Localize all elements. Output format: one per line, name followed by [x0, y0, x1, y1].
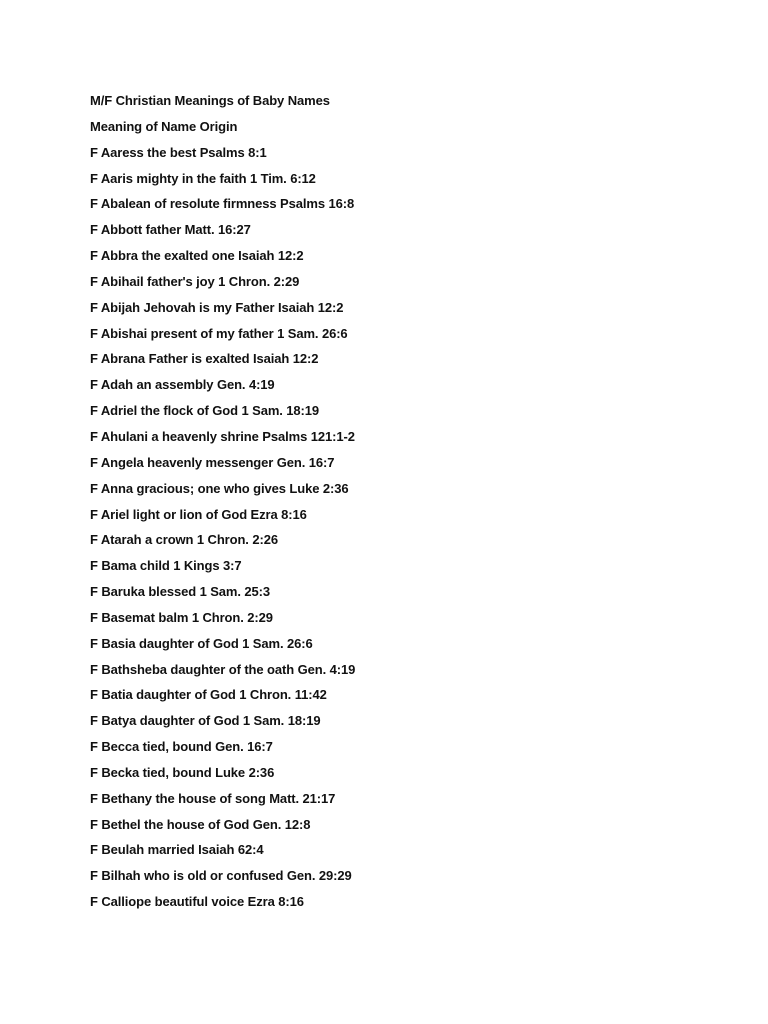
- list-item: F Basemat balm 1 Chron. 2:29: [90, 609, 273, 625]
- document-title: M/F Christian Meanings of Baby Names: [90, 93, 330, 108]
- list-item: F Abbra the exalted one Isaiah 12:2: [90, 248, 304, 264]
- list-item: F Adriel the flock of God 1 Sam. 18:19: [90, 403, 320, 419]
- list-item: F Becca tied, bound Gen. 16:7: [90, 739, 273, 755]
- list-item: F Aaris mighty in the faith 1 Tim. 6:12: [90, 170, 316, 186]
- list-item: F Bathsheba daughter of the oath Gen. 4:19: [90, 661, 356, 677]
- list-item: F Batia daughter of God 1 Chron. 11:42: [90, 687, 327, 703]
- list-item: F Beulah married Isaiah 62:4: [90, 842, 264, 858]
- list-item: F Bethany the house of song Matt. 21:17: [90, 790, 336, 806]
- list-item: F Abijah Jehovah is my Father Isaiah 12:2: [90, 299, 344, 315]
- list-item: F Aaress the best Psalms 8:1: [90, 144, 267, 160]
- list-item: F Anna gracious; one who gives Luke 2:36: [90, 480, 349, 496]
- list-item: F Ahulani a heavenly shrine Psalms 121:1-2: [90, 428, 355, 444]
- list-item: F Abishai present of my father 1 Sam. 26:6: [90, 325, 348, 341]
- list-item: F Adah an assembly Gen. 4:19: [90, 377, 275, 393]
- list-item: F Calliope beautiful voice Ezra 8:16: [90, 894, 304, 910]
- list-item: F Abrana Father is exalted Isaiah 12:2: [90, 351, 319, 367]
- list-item: F Becka tied, bound Luke 2:36: [90, 764, 275, 780]
- list-item: F Baruka blessed 1 Sam. 25:3: [90, 584, 271, 600]
- list-item: F Abalean of resolute firmness Psalms 16:8: [90, 196, 355, 212]
- list-item: F Batya daughter of God 1 Sam. 18:19: [90, 713, 321, 729]
- list-item: F Bilhah who is old or confused Gen. 29:29: [90, 868, 352, 884]
- document-body: [90, 88, 710, 915]
- list-item: F Basia daughter of God 1 Sam. 26:6: [90, 635, 313, 651]
- list-item: F Bethel the house of God Gen. 12:8: [90, 816, 311, 832]
- column-header: Meaning of Name Origin: [90, 118, 238, 134]
- list-item: F Abbott father Matt. 16:27: [90, 222, 251, 238]
- list-item: F Angela heavenly messenger Gen. 16:7: [90, 454, 335, 470]
- list-item: F Bama child 1 Kings 3:7: [90, 558, 242, 574]
- list-item: F Atarah a crown 1 Chron. 2:26: [90, 532, 278, 548]
- list-item: F Ariel light or lion of God Ezra 8:16: [90, 506, 307, 522]
- list-item: F Abihail father's joy 1 Chron. 2:29: [90, 273, 300, 289]
